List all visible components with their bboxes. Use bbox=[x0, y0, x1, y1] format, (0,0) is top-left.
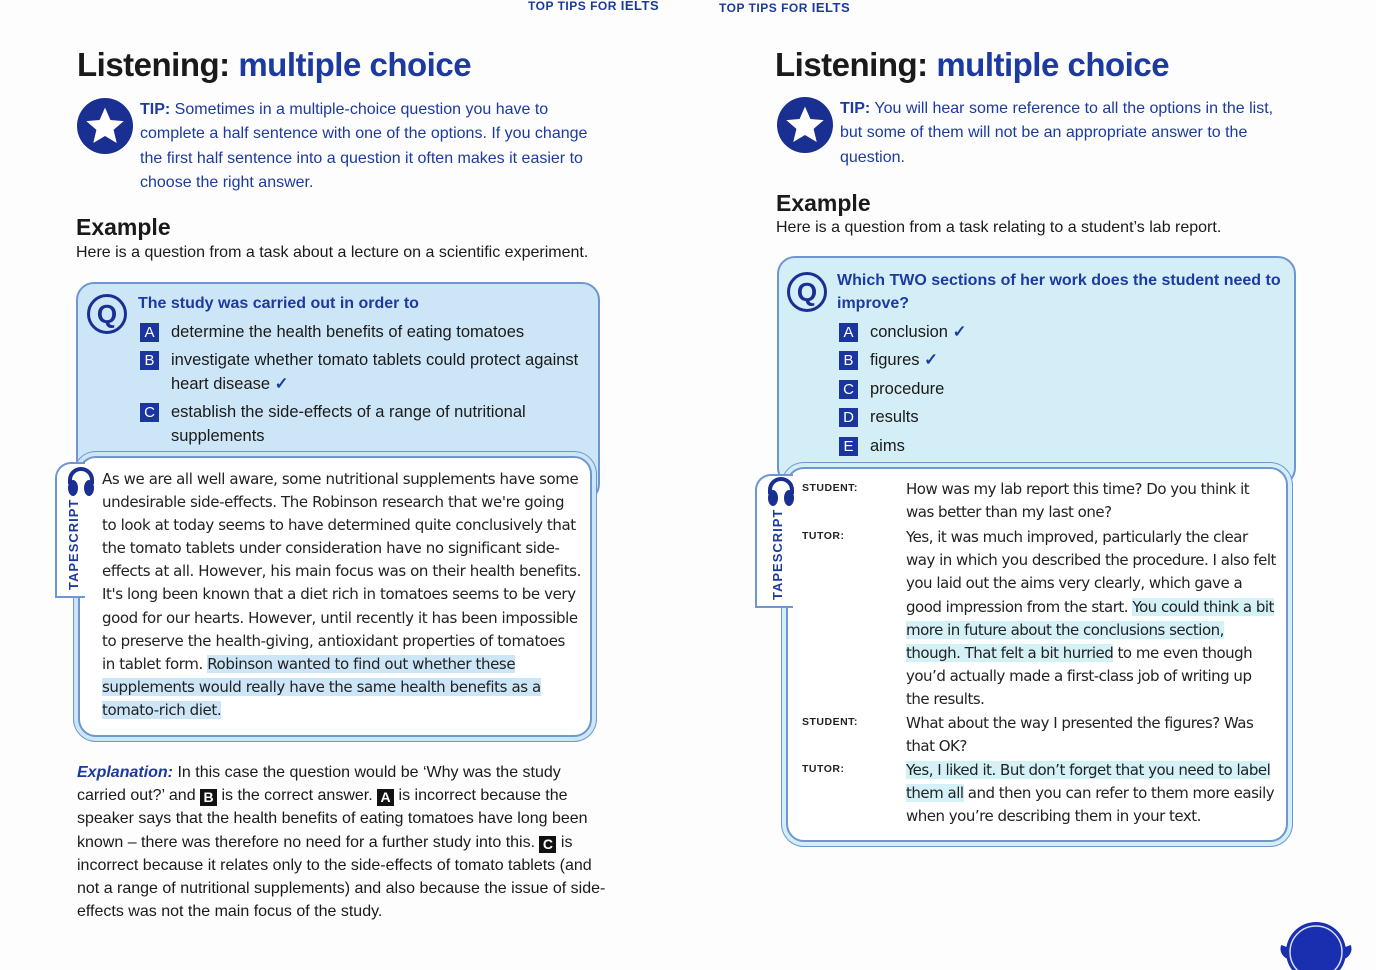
speaker-label: STUDENT: bbox=[802, 482, 858, 494]
tip-text: TIP: Sometimes in a multiple-choice question you have to complete a half sentence with one of the options. If you change the first half sentence into a question it often makes it easier to choose the right answer. bbox=[140, 101, 588, 191]
highlighted-answer: Robinson wanted to find out whether these supplements would really have the same health benefits as a tomato-rich diet. bbox=[102, 654, 541, 719]
question-stem: Which TWO sections of her work does the student need to improve? bbox=[837, 272, 1281, 312]
question-icon: Q bbox=[87, 294, 127, 334]
explanation: Explanation: In this case the question would be ‘Why was the study carried out?’ and B is the correct answer. A is incorrect because the speaker says that the health benefits of eating tomatoes have long been known – there was therefore no need for a further study into this. C is incorrect because it relates only to the side-effects of tomato tablets (and not a range of nutritional supplements) and also because the issue of side-effects was not the main focus of the study. bbox=[77, 764, 606, 921]
speaker-label: TUTOR: bbox=[802, 763, 845, 775]
example-heading: Example bbox=[776, 190, 871, 216]
option-e: E aims bbox=[839, 434, 905, 458]
example-heading: Example bbox=[76, 214, 171, 240]
speech-text: Yes, I liked it. But don’t forget that you need to label them all and then you can refer to them more easily when you’re describing them in your text. bbox=[906, 761, 1275, 826]
option-c: C establish the side-effects of a range of nutritional supplements bbox=[140, 400, 570, 448]
option-b: B figures ✓ bbox=[839, 348, 938, 372]
headphones-icon bbox=[66, 466, 96, 503]
speaker-label: TUTOR: bbox=[802, 530, 845, 542]
question-stem: The study was carried out in order to bbox=[138, 295, 419, 312]
headphones-icon bbox=[766, 476, 796, 513]
question-icon: Q bbox=[787, 272, 827, 312]
tip-block bbox=[777, 97, 1297, 170]
option-d: D results bbox=[839, 405, 919, 429]
tapescript-label: TAPESCRIPT bbox=[770, 508, 785, 600]
running-head: TOP TIPS FOR IELTS bbox=[719, 0, 851, 15]
running-head: TOP TIPS FOR IELTS bbox=[528, 0, 660, 13]
dialogue-turn bbox=[802, 759, 1278, 829]
star-icon bbox=[777, 97, 833, 153]
option-a: A determine the health benefits of eating tomatoes bbox=[140, 320, 600, 344]
speaker-label: STUDENT: bbox=[802, 716, 858, 728]
tip-block bbox=[77, 98, 607, 195]
right-page bbox=[688, 0, 1376, 970]
speech-text: How was my lab report this time? Do you think it was better than my last one? bbox=[906, 480, 1250, 522]
dialogue-turn bbox=[802, 478, 1278, 524]
check-icon: ✓ bbox=[952, 323, 967, 341]
highlighted-answer: Yes, I liked it. But don’t forget that you need to label them all bbox=[906, 761, 1271, 803]
option-c: C procedure bbox=[839, 377, 944, 401]
check-icon: ✓ bbox=[924, 351, 938, 369]
tip-text: TIP: You will hear some reference to all the options in the list, but some of them will not be an appropriate answer to the question. bbox=[840, 100, 1274, 166]
page-title: Listening: multiple choice bbox=[775, 46, 1170, 83]
page-title: Listening: multiple choice bbox=[77, 46, 472, 83]
check-icon: ✓ bbox=[274, 375, 289, 393]
speech-text: Yes, it was much improved, particularly the clear way in which you described the procedure. I also felt you laid out the aims very clearly, which gave a good impression from the start. You could think a bit more in future about the conclusions section, though. That felt a bit hurried to me even though you’d actually made a first-class job of writing up the results. bbox=[906, 528, 1276, 709]
example-intro: Here is a question from a task relating to a student’s lab report. bbox=[776, 219, 1222, 236]
tapescript-text: As we are all well aware, some nutritional supplements have some undesirable side-effects. The Robinson research that we're going to look at today seems to have determined quite conclusively that the tomato tablets under consideration have no significant side-effects at all. However, his main focus was on their health benefits. It's long been known that a diet rich in tomatoes seems to be very good for our hearts. However, until recently it has been impossible to preserve the health-giving, antioxidant properties of tomatoes in tablet form. Robinson wanted to find out whether these supplements would really have the same health benefits as a tomato-rich diet. bbox=[102, 470, 581, 719]
example-intro: Here is a question from a task about a lecture on a scientific experiment. bbox=[76, 244, 589, 261]
star-icon bbox=[77, 98, 133, 154]
highlighted-answer: You could think a bit more in future about the conclusions section, though. That felt a bit hurried bbox=[906, 597, 1274, 663]
corner-badge-icon bbox=[1280, 918, 1352, 970]
dialogue-turn bbox=[802, 712, 1278, 758]
speech-text: What about the way I presented the figures? Was that OK? bbox=[906, 714, 1254, 756]
tapescript-label: TAPESCRIPT bbox=[66, 498, 81, 590]
option-a: A conclusion ✓ bbox=[839, 320, 966, 344]
option-b: B investigate whether tomato tablets could protect against heart disease ✓ bbox=[140, 348, 600, 396]
dialogue-turn bbox=[802, 526, 1278, 712]
